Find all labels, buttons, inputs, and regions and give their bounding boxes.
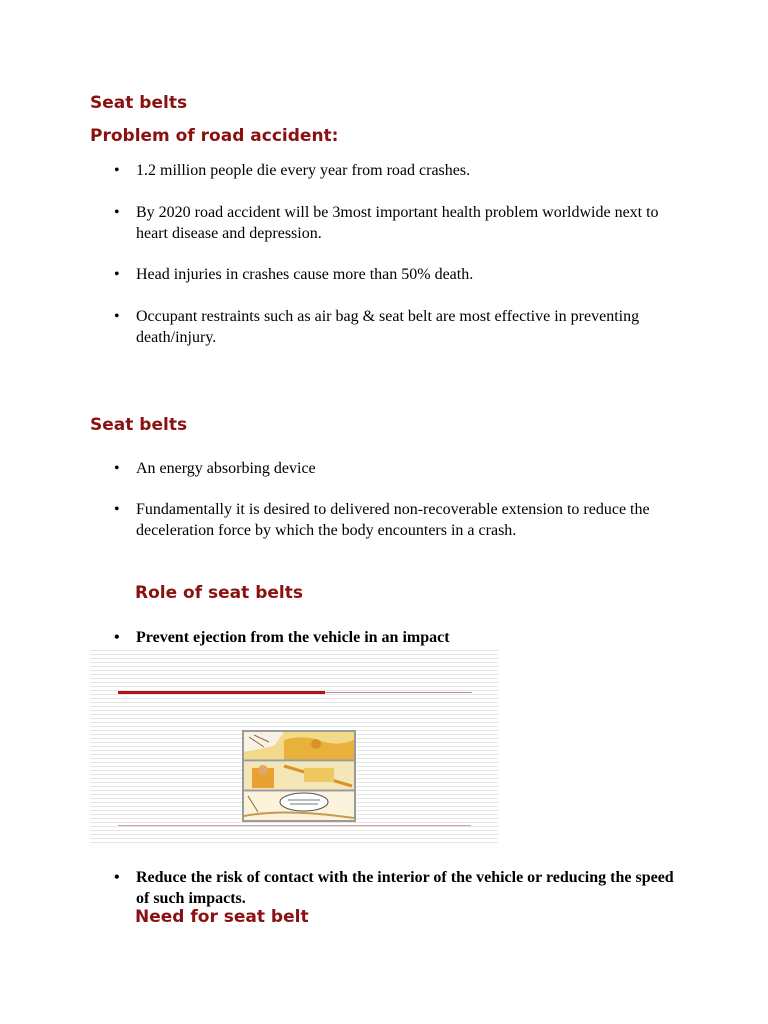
list-item-text: 1.2 million people die every year from road crashes. xyxy=(136,162,471,179)
embedded-slide-image xyxy=(90,647,498,845)
section-title-problem-of-road-accident: Problem of road accident: xyxy=(90,126,339,146)
list-item-text: By 2020 road accident will be 3most important health problem worldwide next to heart disease and depression. xyxy=(136,204,659,242)
list-item-text: Occupant restraints such as air bag & seat belt are most effective in preventing death/injury. xyxy=(136,308,640,346)
bullet-icon: • xyxy=(114,266,120,283)
section-title-role-of-seat-belts: Role of seat belts xyxy=(135,583,303,603)
slide-accent-bar xyxy=(118,691,325,694)
list-item xyxy=(114,458,684,479)
section-title-seat-belts-2: Seat belts xyxy=(90,415,188,435)
list-item-text: An energy absorbing device xyxy=(136,460,316,477)
list-item xyxy=(114,499,684,541)
bullet-icon: • xyxy=(114,162,120,179)
slide-divider-line xyxy=(325,692,472,693)
list-item-text: Fundamentally it is desired to delivered non-recoverable extension to reduce the deceleration force by which the body encounters in a crash. xyxy=(136,501,650,539)
bullet-icon: • xyxy=(114,629,120,646)
list-item xyxy=(114,264,684,285)
list-item xyxy=(114,202,684,244)
bullet-icon: • xyxy=(114,460,120,477)
list-item xyxy=(114,867,684,909)
list-item-text: Prevent ejection from the vehicle in an impact xyxy=(136,629,450,646)
comic-strip-image xyxy=(242,730,356,822)
section-title-seat-belts: Seat belts xyxy=(90,93,188,113)
bullet-icon: • xyxy=(114,204,120,221)
list-item xyxy=(114,627,684,648)
list-item xyxy=(114,306,684,348)
slide-bottom-line xyxy=(118,825,471,826)
bullet-icon: • xyxy=(114,501,120,518)
list-item-text: Head injuries in crashes cause more than 50% death. xyxy=(136,266,474,283)
list-item xyxy=(114,160,684,181)
list-item-text: Reduce the risk of contact with the interior of the vehicle or reducing the speed of such impacts. xyxy=(136,869,674,907)
section-title-need-for-seat-belt: Need for seat belt xyxy=(135,907,309,927)
bullet-icon: • xyxy=(114,869,120,886)
bullet-icon: • xyxy=(114,308,120,325)
